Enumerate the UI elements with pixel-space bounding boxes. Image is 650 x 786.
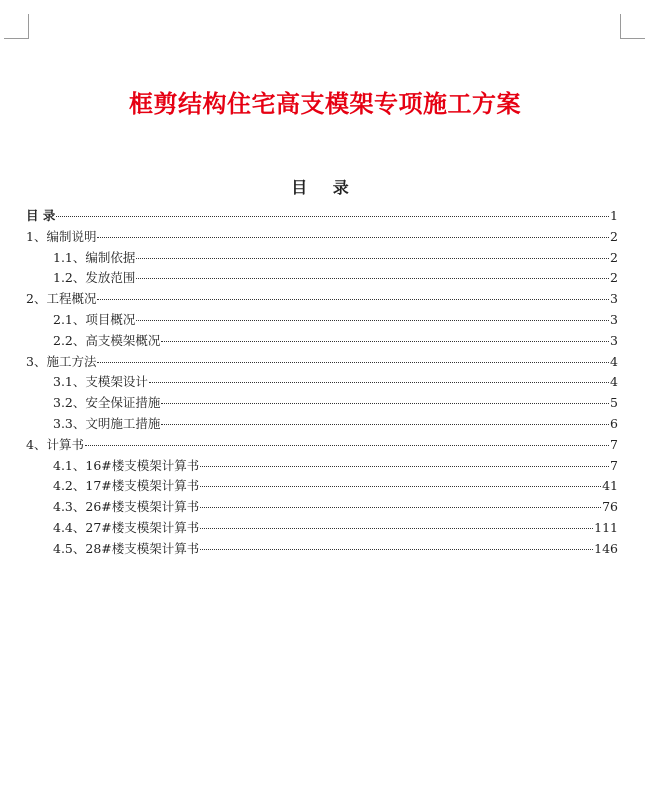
toc-entry[interactable] xyxy=(26,414,618,435)
toc-entry-title: 3.3、文明施工措施 xyxy=(53,415,161,431)
toc-entry[interactable] xyxy=(26,289,618,310)
toc-dot-leader xyxy=(136,320,609,321)
toc-dot-leader xyxy=(161,403,609,404)
toc-dot-leader xyxy=(161,424,609,425)
toc-page-number: 41 xyxy=(602,478,618,494)
toc-page-number: 76 xyxy=(602,499,618,515)
toc-entry[interactable] xyxy=(26,206,618,227)
toc-dot-leader xyxy=(161,341,609,342)
toc-entry[interactable] xyxy=(26,310,618,331)
toc-dot-leader xyxy=(200,507,601,508)
toc-page-number: 1 xyxy=(610,208,618,223)
toc-entry[interactable] xyxy=(26,476,618,497)
toc-entry-title: 3.1、支模架设计 xyxy=(53,374,148,390)
table-of-contents xyxy=(26,206,618,560)
toc-page-number: 146 xyxy=(594,540,618,556)
crop-mark-top-right xyxy=(620,14,645,39)
toc-dot-leader xyxy=(85,445,609,446)
toc-page-number: 3 xyxy=(610,311,618,327)
toc-entry-title: 1.1、编制依据 xyxy=(53,249,136,265)
toc-entry[interactable] xyxy=(26,372,618,393)
toc-entry[interactable] xyxy=(26,248,618,269)
toc-page-number: 4 xyxy=(610,374,618,390)
toc-entry[interactable] xyxy=(26,393,618,414)
toc-dot-leader xyxy=(200,486,601,487)
toc-heading: 目 录 xyxy=(291,178,359,197)
toc-entry-title: 2、工程概况 xyxy=(26,291,97,307)
toc-dot-leader xyxy=(149,382,609,383)
toc-page-number: 2 xyxy=(610,228,618,244)
toc-entry[interactable] xyxy=(26,331,618,352)
toc-entry[interactable] xyxy=(26,497,618,518)
toc-entry-title: 3.2、安全保证措施 xyxy=(53,395,161,411)
toc-entry[interactable] xyxy=(26,456,618,477)
toc-page-number: 5 xyxy=(610,395,618,411)
toc-entry[interactable] xyxy=(26,268,618,289)
toc-dot-leader xyxy=(97,299,609,300)
toc-entry-title: 4.4、27#楼支模架计算书 xyxy=(53,519,200,535)
toc-dot-leader xyxy=(200,549,593,550)
toc-entry[interactable] xyxy=(26,539,618,560)
toc-entry-title: 4.1、16#楼支模架计算书 xyxy=(53,457,200,473)
toc-dot-leader xyxy=(56,216,609,217)
toc-entry-title: 4、计算书 xyxy=(26,436,84,452)
toc-dot-leader xyxy=(97,237,609,238)
toc-page-number: 3 xyxy=(610,291,618,307)
toc-entry[interactable] xyxy=(26,227,618,248)
toc-entry-title: 1、编制说明 xyxy=(26,228,97,244)
toc-entry[interactable] xyxy=(26,518,618,539)
toc-page-number: 2 xyxy=(610,249,618,265)
toc-page-number: 4 xyxy=(610,353,618,369)
toc-entry[interactable] xyxy=(26,435,618,456)
toc-page-number: 7 xyxy=(610,457,618,473)
toc-page-number: 111 xyxy=(594,519,618,535)
toc-entry-title: 目 录 xyxy=(26,208,56,223)
toc-entry-title: 2.2、高支模架概况 xyxy=(53,332,161,348)
toc-dot-leader xyxy=(97,362,609,363)
toc-page-number: 3 xyxy=(610,332,618,348)
toc-dot-leader xyxy=(136,278,609,279)
toc-dot-leader xyxy=(200,466,609,467)
toc-page-number: 7 xyxy=(610,436,618,452)
toc-page-number: 2 xyxy=(610,270,618,286)
toc-entry-title: 4.2、17#楼支模架计算书 xyxy=(53,478,200,494)
toc-entry[interactable] xyxy=(26,352,618,373)
document-title: 框剪结构住宅高支模架专项施工方案 xyxy=(129,89,521,118)
toc-entry-title: 1.2、发放范围 xyxy=(53,270,136,286)
toc-dot-leader xyxy=(136,258,609,259)
toc-entry-title: 4.5、28#楼支模架计算书 xyxy=(53,540,200,556)
toc-entry-title: 4.3、26#楼支模架计算书 xyxy=(53,499,200,515)
toc-entry-title: 3、施工方法 xyxy=(26,353,97,369)
toc-page-number: 6 xyxy=(610,415,618,431)
toc-dot-leader xyxy=(200,528,593,529)
toc-entry-title: 2.1、项目概况 xyxy=(53,311,136,327)
crop-mark-top-left xyxy=(4,14,29,39)
